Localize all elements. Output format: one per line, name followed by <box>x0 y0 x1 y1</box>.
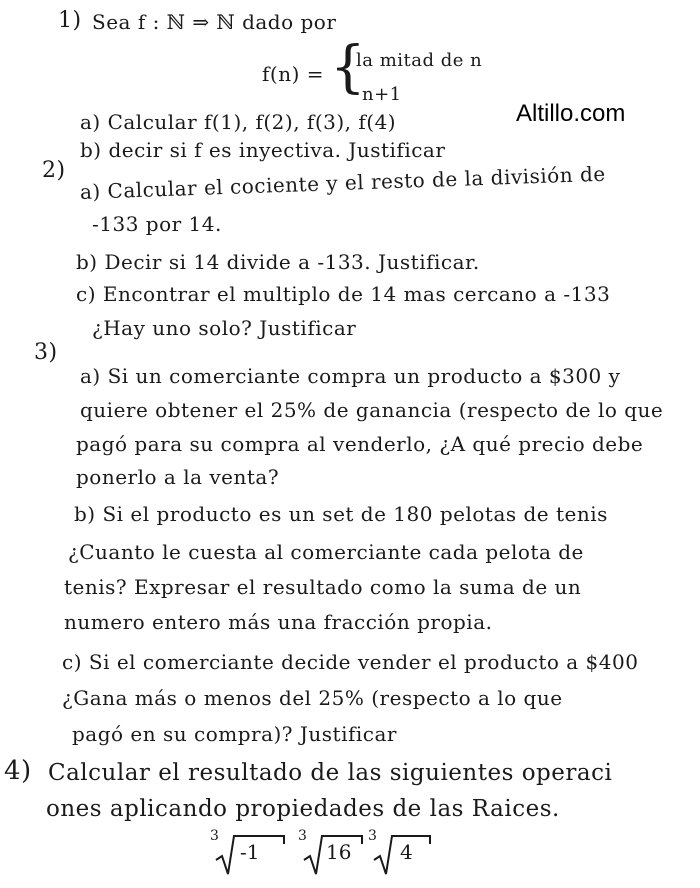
cube-root-3 <box>368 828 438 878</box>
question-2a-line-2: -133 por 14. <box>92 212 222 236</box>
question-3b-line-4: numero entero más una fracción propia. <box>64 610 493 634</box>
question-2a-line-1: a) Calcular el cociente y el resto de la división de <box>79 161 607 204</box>
question-1b: b) decir si f es inyectiva. Justificar <box>80 138 446 162</box>
root-radicand: -1 <box>240 840 260 864</box>
root-radicand: 4 <box>400 840 413 864</box>
question-1-statement: Sea f : ℕ ⇒ ℕ dado por <box>92 10 337 34</box>
question-3b-line-2: ¿Cuanto le cuesta al comerciante cada pelota de <box>68 540 584 564</box>
question-4-number: 4) <box>4 756 32 786</box>
question-2c-line-2: ¿Hay uno solo? Justificar <box>92 316 357 340</box>
question-3a-line-3: pagó para su compra al venderlo, ¿A qué precio debe <box>76 432 644 456</box>
question-2-number: 2) <box>42 158 66 183</box>
root-index: 3 <box>210 828 219 844</box>
question-4-line-1: Calcular el resultado de las siguientes operaci <box>48 760 613 786</box>
watermark: Altillo.com <box>516 100 626 127</box>
question-2c-line-1: c) Encontrar el multiplo de 14 mas cercano a -133 <box>76 282 611 306</box>
cube-root-1 <box>210 828 290 878</box>
question-3b-line-1: b) Si el producto es un set de 180 pelotas de tenis <box>74 502 608 526</box>
question-2b: b) Decir si 14 divide a -133. Justificar. <box>76 250 480 274</box>
function-label: f(n) = <box>262 62 325 86</box>
piecewise-case-2: n+1 <box>362 84 402 105</box>
piecewise-brace: { <box>330 35 366 100</box>
question-3a-line-4: ponerlo a la venta? <box>76 465 280 489</box>
question-1-number: 1) <box>58 8 82 33</box>
question-4-line-2: ones aplicando propiedades de las Raices. <box>46 796 560 822</box>
question-3a-line-2: quiere obtener el 25% de ganancia (respecto de lo que <box>80 398 664 422</box>
question-3c-line-1: c) Si el comerciante decide vender el producto a $400 <box>62 650 639 674</box>
cube-root-2 <box>298 828 368 878</box>
question-3c-line-3: pagó en su compra)? Justificar <box>72 722 397 746</box>
piecewise-case-1: la mitad de n <box>356 50 483 71</box>
question-3a-line-1: a) Si un comerciante compra un producto a $300 y <box>80 364 621 388</box>
question-3b-line-3: tenis? Expresar el resultado como la suma de un <box>64 575 582 599</box>
root-index: 3 <box>298 828 307 844</box>
question-1a: a) Calcular f(1), f(2), f(3), f(4) <box>80 110 397 134</box>
question-3-number: 3) <box>34 340 58 365</box>
root-index: 3 <box>368 828 377 844</box>
question-3c-line-2: ¿Gana más o menos del 25% (respecto a lo que <box>62 686 563 710</box>
root-radicand: 16 <box>326 840 352 864</box>
